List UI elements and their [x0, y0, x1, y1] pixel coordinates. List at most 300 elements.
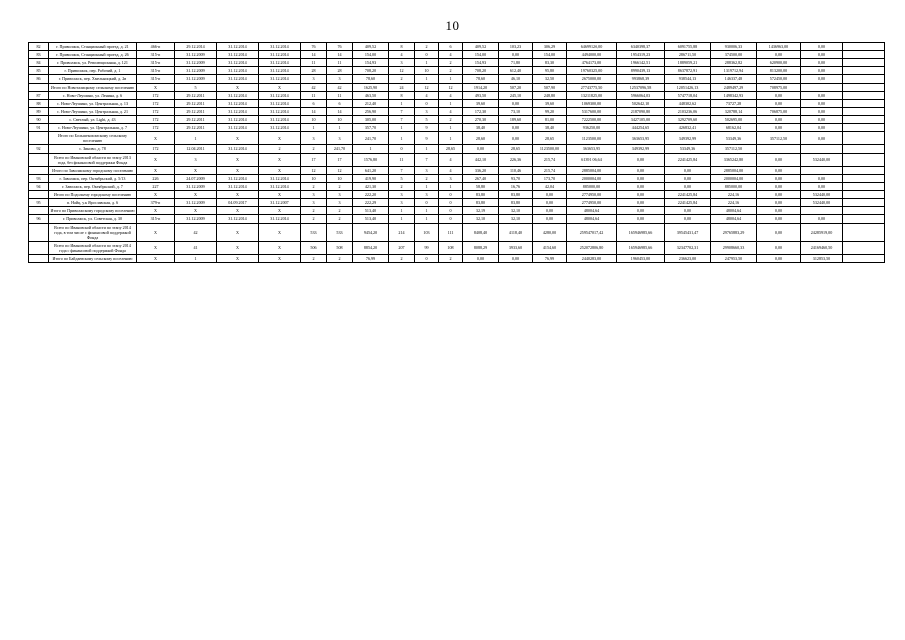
table-cell: X [137, 223, 175, 241]
table-cell: 2 [301, 145, 327, 153]
table-cell: 1 [389, 132, 415, 145]
table-cell [801, 166, 843, 174]
table-cell: 0,00 [757, 223, 801, 241]
table-cell: г. Заволжск, пер. Октябрьский, д. 7 [49, 182, 137, 190]
table-cell: 04.09.2017 [217, 199, 259, 207]
table-cell: 444254,65 [617, 124, 665, 132]
table-cell: 154,00 [463, 51, 499, 59]
table-cell: 89 [29, 107, 49, 115]
table-cell: 8 [389, 43, 415, 51]
table-cell: 2187090,80 [617, 107, 665, 115]
table-cell: 3 [301, 199, 327, 207]
table-cell: с. Ново-Леушино, ул. Ленина, д. 6 [49, 91, 137, 99]
table-cell: X [217, 132, 259, 145]
table-cell: 0,00 [665, 182, 711, 190]
table-cell: 3 [389, 191, 415, 199]
table-cell: 39,60 [463, 99, 499, 107]
table-cell: 0,00 [499, 255, 533, 263]
table-cell: 0,00 [617, 182, 665, 190]
table-cell: 270,30 [463, 115, 499, 123]
table-cell: 8 [389, 91, 415, 99]
table-row [29, 255, 885, 263]
table-cell: 0,00 [801, 43, 843, 51]
table-cell: 19760325,00 [567, 67, 617, 75]
table-cell: 2885004,00 [567, 166, 617, 174]
table-cell: 31.12.2014 [259, 67, 301, 75]
table-cell: 42 [175, 223, 217, 241]
table-cell: 2 [327, 207, 353, 215]
data-table [28, 42, 885, 263]
table-cell: 421,30 [353, 182, 389, 190]
table-cell: 1960453,00 [617, 255, 665, 263]
table-cell: г. Приволжск, Станционный проезд, д. 26 [49, 51, 137, 59]
table-cell: 1 [415, 215, 439, 223]
table-cell: 46,10 [499, 75, 533, 83]
table-cell: 379-п [137, 199, 175, 207]
table-row [29, 199, 885, 207]
table-cell: 0,00 [757, 153, 801, 166]
table-cell: 2 [301, 255, 327, 263]
table-cell: 0,00 [499, 51, 533, 59]
table-row [29, 59, 885, 67]
table-cell [29, 83, 49, 91]
table-cell: 14 [327, 107, 353, 115]
table-cell: 641,20 [353, 166, 389, 174]
table-cell: 2489497,29 [711, 83, 757, 91]
table-cell: 930006,33 [711, 43, 757, 51]
table-cell: 620900,00 [757, 59, 801, 67]
table-cell: 5747718,04 [665, 91, 711, 99]
table-cell: 31.12.2014 [217, 174, 259, 182]
table-row [29, 166, 885, 174]
table-cell: п. Найц, у.к Ярославская, д. 6 [49, 199, 137, 207]
table-cell: г. Приволжск, пер. Хмельницкий, д. 2в [49, 75, 137, 83]
table-cell [843, 241, 885, 254]
table-cell: 0,00 [757, 199, 801, 207]
table-cell: 0,00 [665, 207, 711, 215]
table-cell: 1576,80 [353, 153, 389, 166]
table-cell: 7 [389, 115, 415, 123]
table-cell: 259547017,42 [567, 223, 617, 241]
table-cell: 0,00 [757, 166, 801, 174]
table-cell: 6091755,88 [665, 43, 711, 51]
table-cell: 0,00 [463, 145, 499, 153]
table-cell: X [217, 153, 259, 166]
table-row [29, 191, 885, 199]
table-cell: 448302,62 [665, 99, 711, 107]
table-cell: 8088,29 [463, 241, 499, 254]
table-cell: 31.12.2014 [259, 174, 301, 182]
table-cell: 357,70 [353, 124, 389, 132]
table-cell: 409,52 [353, 43, 389, 51]
table-cell: 506 [301, 241, 327, 254]
table-cell: 0,00 [533, 207, 567, 215]
table-cell: 12 [327, 166, 353, 174]
table-cell: с. Светлый, ул. Light, д. 43 [49, 115, 137, 123]
table-cell: 12051426,13 [665, 83, 711, 91]
table-row [29, 145, 885, 153]
table-cell: X [137, 191, 175, 199]
table-cell: 38,40 [533, 124, 567, 132]
table-cell: 0,00 [617, 199, 665, 207]
table-cell: 226,36 [499, 153, 533, 166]
table-cell: 3 [389, 199, 415, 207]
table-cell: 1498342,93 [711, 91, 757, 99]
table-cell: 165946985,66 [617, 241, 665, 254]
table-cell: 31.12.2014 [217, 91, 259, 99]
table-cell: г. Приволжск, пер. Рабочий, д. 1 [49, 67, 137, 75]
table-cell [843, 145, 885, 153]
table-cell: 1 [415, 145, 439, 153]
table-cell: 0,00 [801, 132, 843, 145]
table-cell: 993868,39 [617, 75, 665, 83]
table-cell: 4 [389, 51, 415, 59]
table-cell: 1123500,00 [533, 145, 567, 153]
table-cell: X [137, 132, 175, 145]
table-cell: 8990439,13 [617, 67, 665, 75]
table-cell: 24285919,00 [801, 223, 843, 241]
table-cell: 227 [137, 182, 175, 190]
table-cell: 31.12.2014 [259, 75, 301, 83]
table-cell: 315-п [137, 67, 175, 75]
table-cell: 572450,00 [757, 75, 801, 83]
table-cell: X [259, 255, 301, 263]
table-cell: 363653,95 [567, 145, 617, 153]
table-cell: 11 [327, 91, 353, 99]
table-cell: X [175, 191, 217, 199]
table-cell: 9 [415, 124, 439, 132]
table-cell: 3 [301, 75, 327, 83]
table-cell: 1 [439, 75, 463, 83]
table-cell: 363653,95 [617, 132, 665, 145]
table-cell: 0,00 [801, 75, 843, 83]
table-cell: 172 [137, 124, 175, 132]
table-cell [801, 145, 843, 153]
table-cell: 1 [415, 207, 439, 215]
table-cell: 0,00 [757, 215, 801, 223]
table-cell: 706875,00 [757, 107, 801, 115]
table-cell: 0,00 [665, 166, 711, 174]
table-cell: 2103236,06 [665, 107, 711, 115]
table-cell: 245,10 [499, 91, 533, 99]
table-cell: 2 [439, 115, 463, 123]
table-cell: 3 [415, 166, 439, 174]
table-cell: X [259, 223, 301, 241]
table-cell: 5966064,03 [617, 91, 665, 99]
table-cell: 48004,64 [711, 207, 757, 215]
table-cell: 81,00 [533, 115, 567, 123]
table-cell: 28,65 [439, 145, 463, 153]
table-cell: 3 [327, 75, 353, 83]
table-cell: 31.12.2014 [217, 145, 259, 153]
table-cell: 7222500,00 [567, 115, 617, 123]
table-cell: 2 [389, 255, 415, 263]
table-cell: 29.12.2014 [175, 43, 217, 51]
table-cell: 252072806,80 [567, 241, 617, 254]
table-row [29, 67, 885, 75]
table-cell: 2 [439, 67, 463, 75]
table-cell: 96 [29, 215, 49, 223]
table-cell: 32,10 [499, 215, 533, 223]
table-cell: Итого по Подольему городскому поселению [49, 191, 137, 199]
table-cell: 207 [389, 241, 415, 254]
table-cell: 87 [29, 91, 49, 99]
table-cell: 4280,00 [533, 223, 567, 241]
table-cell: 12 [389, 67, 415, 75]
table-cell: X [217, 223, 259, 241]
table-cell: 2000004,00 [567, 174, 617, 182]
table-cell: 1 [353, 145, 389, 153]
table-cell: 24.07.2009 [175, 174, 217, 182]
table-cell [843, 124, 885, 132]
table-cell: 0,00 [499, 132, 533, 145]
table-cell: 31.12.2014 [217, 99, 259, 107]
table-cell [843, 59, 885, 67]
table-cell: 0,00 [801, 67, 843, 75]
table-cell: 315-п [137, 215, 175, 223]
table-cell: 31.12.2009 [175, 59, 217, 67]
table-cell [29, 207, 49, 215]
table-cell: 0 [415, 51, 439, 59]
table-cell: 0,00 [757, 115, 801, 123]
table-cell: 39,60 [533, 99, 567, 107]
table-cell: 48004,64 [711, 215, 757, 223]
table-cell: 32,50 [533, 75, 567, 83]
table-cell: 28 [301, 67, 327, 75]
table-cell: 226 [137, 174, 175, 182]
table-cell: 2 [259, 145, 301, 153]
table-cell: X [137, 153, 175, 166]
table-cell [843, 174, 885, 182]
table-cell: 31.12.2014 [259, 59, 301, 67]
table-cell: 9 [415, 132, 439, 145]
table-cell: 248,80 [533, 91, 567, 99]
table-cell: X [259, 241, 301, 254]
table-cell: 32,10 [499, 207, 533, 215]
table-cell: 28,65 [499, 145, 533, 153]
table-cell: 111 [439, 223, 463, 241]
table-cell: 2241425,84 [665, 153, 711, 166]
table-cell: 1123500,00 [567, 132, 617, 145]
table-cell: X [217, 166, 259, 174]
table-row [29, 51, 885, 59]
table-cell: 172 [137, 145, 175, 153]
table-cell: 95 [29, 199, 49, 207]
table-cell: 68162,04 [711, 124, 757, 132]
table-cell: 288362,82 [711, 59, 757, 67]
table-cell: Итого по Заволжскому городскому поселению [49, 166, 137, 174]
table-row [29, 91, 885, 99]
table-cell: 0,00 [801, 182, 843, 190]
table-cell: 286711,50 [665, 51, 711, 59]
table-cell [843, 191, 885, 199]
table-cell: 24169460,50 [801, 241, 843, 254]
table-cell: 38,40 [463, 124, 499, 132]
table-cell: 3427105,00 [617, 115, 665, 123]
table-cell: 0,00 [801, 174, 843, 182]
table-cell: 1889059,21 [665, 59, 711, 67]
table-cell [843, 83, 885, 91]
table-cell: X [259, 191, 301, 199]
table-cell [843, 75, 885, 83]
table-cell: 48004,64 [567, 207, 617, 215]
table-cell: 154,93 [353, 59, 389, 67]
table-cell [843, 43, 885, 51]
table-cell: 320788,14 [711, 107, 757, 115]
table-cell: 0 [415, 255, 439, 263]
table-cell: 3 [301, 191, 327, 199]
table-cell: 0,00 [617, 215, 665, 223]
table-cell: 4 [439, 153, 463, 166]
table-cell: X [259, 166, 301, 174]
table-cell: 0,00 [499, 99, 533, 107]
table-cell: 502695,00 [711, 115, 757, 123]
table-cell: 2 [327, 255, 353, 263]
table-cell: 493,50 [463, 91, 499, 99]
table-cell: 0,00 [801, 51, 843, 59]
table-row [29, 124, 885, 132]
table-row [29, 207, 885, 215]
table-row [29, 83, 885, 91]
table-cell: X [259, 153, 301, 166]
table-cell: 29.12.2011 [175, 115, 217, 123]
table-cell: 2 [439, 255, 463, 263]
table-cell: 0,00 [533, 215, 567, 223]
table-cell: 936250,00 [567, 124, 617, 132]
table-cell: 83,80 [463, 199, 499, 207]
table-cell: 99 [415, 241, 439, 254]
table-cell: 3 [327, 199, 353, 207]
table-cell: 532440,00 [801, 199, 843, 207]
table-cell: 2 [327, 215, 353, 223]
table-cell: 10 [301, 174, 327, 182]
table-cell: 4 [439, 107, 463, 115]
table-cell: 17 [301, 153, 327, 166]
table-cell: 29.12.2011 [175, 124, 217, 132]
table-cell: 83,80 [499, 199, 533, 207]
table-cell: 215,74 [533, 166, 567, 174]
table-cell: 172 [137, 99, 175, 107]
table-cell: 76 [301, 43, 327, 51]
table-cell: 11 [301, 59, 327, 67]
table-cell: 3 [175, 153, 217, 166]
table-cell: 0 [439, 215, 463, 223]
table-cell: 0,00 [757, 207, 801, 215]
table-cell: 305,00 [353, 115, 389, 123]
table-cell: X [217, 83, 259, 91]
table-cell [29, 166, 49, 174]
table-cell: 10 [301, 115, 327, 123]
table-cell: X [259, 132, 301, 145]
table-cell: 3 [439, 174, 463, 182]
table-cell [843, 99, 885, 107]
table-cell: 11 [327, 59, 353, 67]
table-cell: 1 [439, 182, 463, 190]
table-cell: 95,80 [533, 67, 567, 75]
table-cell: 1319712,94 [711, 67, 757, 75]
table-cell: 31.12.2014 [217, 75, 259, 83]
table-cell: 1 [415, 75, 439, 83]
table-cell: г. Приволжск, Станционный проезд, д. 21 [49, 43, 137, 51]
table-cell: 0,00 [757, 91, 801, 99]
table-cell: 4764173,00 [567, 59, 617, 67]
table-cell: 31.12.2014 [217, 115, 259, 123]
table-cell: 7 [415, 153, 439, 166]
table-cell: 41 [175, 241, 217, 254]
table-cell: г. Приволжск, ул. Революционная, д. 121 [49, 59, 137, 67]
table-cell: 1 [301, 124, 327, 132]
table-cell: 256,90 [353, 107, 389, 115]
table-cell: 31.12.2014 [217, 67, 259, 75]
table-row [29, 174, 885, 182]
table-cell: 83,80 [499, 191, 533, 199]
table-cell: 32,19 [463, 207, 499, 215]
table-cell: 5 [415, 115, 439, 123]
table-cell [843, 255, 885, 263]
table-row [29, 132, 885, 145]
table-cell: 306,29 [533, 43, 567, 51]
table-cell: 0,00 [757, 51, 801, 59]
table-cell: 5 [175, 83, 217, 91]
table-cell: 27743775,50 [567, 83, 617, 91]
table-cell [843, 223, 885, 241]
table-cell: 10 [327, 115, 353, 123]
table-cell: 110,46 [499, 166, 533, 174]
table-cell: 315-п [137, 51, 175, 59]
table-cell: 29.12.2011 [175, 91, 217, 99]
table-cell: 336,20 [463, 166, 499, 174]
table-cell: 513,40 [353, 215, 389, 223]
table-cell [29, 132, 49, 145]
table-cell [29, 153, 49, 166]
table-cell: 938544,13 [665, 75, 711, 83]
table-container [0, 42, 905, 263]
table-cell: 1436963,00 [757, 43, 801, 51]
table-cell: 3 [327, 191, 353, 199]
table-cell: 12.04.2011 [175, 145, 217, 153]
table-cell: 42 [301, 83, 327, 91]
table-cell: 7 [389, 166, 415, 174]
table-cell: 13211825,00 [567, 91, 617, 99]
table-cell: с. Зиново, д. 78 [49, 145, 137, 153]
table-cell: 29.12.2011 [175, 107, 217, 115]
table-cell: 0 [389, 145, 415, 153]
table-cell: 31.12.2014 [259, 91, 301, 99]
table-cell: 8408,40 [463, 223, 499, 241]
table-cell: 0,00 [617, 166, 665, 174]
table-cell: 94 [29, 182, 49, 190]
table-cell: 154,93 [463, 59, 499, 67]
table-cell [843, 207, 885, 215]
table-cell: 12537096,58 [617, 83, 665, 91]
table-cell: 1 [415, 59, 439, 67]
table-cell: 31.12.2014 [217, 43, 259, 51]
table-cell: X [217, 255, 259, 263]
table-cell [843, 182, 885, 190]
table-cell: 85 [29, 67, 49, 75]
table-cell [843, 132, 885, 145]
table-cell: 0 [415, 199, 439, 207]
table-cell: 92 [29, 145, 49, 153]
table-cell: 0,00 [801, 215, 843, 223]
table-cell: 5 [389, 174, 415, 182]
table-cell: 154,00 [533, 51, 567, 59]
table-cell [29, 191, 49, 199]
table-cell: 31.12.2009 [175, 182, 217, 190]
table-cell [801, 83, 843, 91]
table-cell: 1 [439, 99, 463, 107]
table-cell: 1914,20 [463, 83, 499, 91]
